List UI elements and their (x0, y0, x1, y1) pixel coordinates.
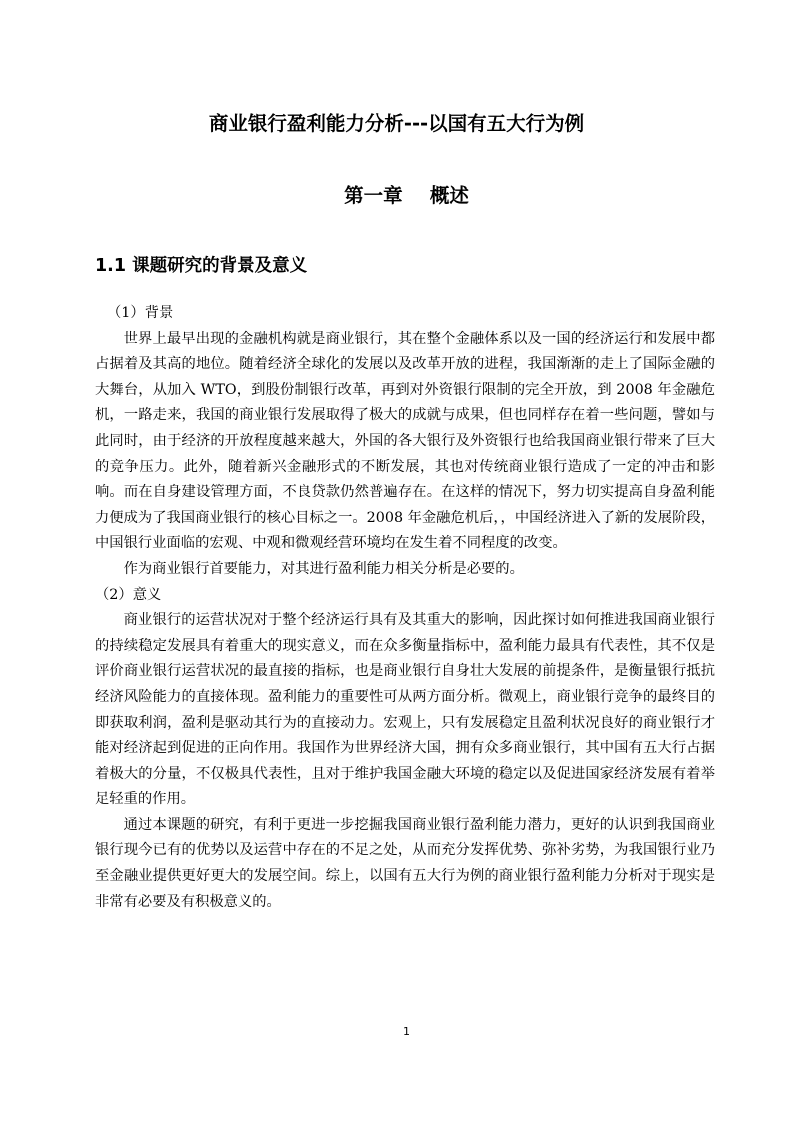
meaning-label: （2）意义 (95, 586, 162, 603)
chapter-title: 第一章 概述 (344, 184, 469, 207)
meaning-paragraph-1: 商业银行的运营状况对于整个经济运行具有及其重大的影响，因此探讨如何推进我国商业银行的持续稳定发展具有着重大的现实意义，而在众多衡量指标中，盈利能力最具有代表性，其不仅是评价商业银行运营状况的最直接的指标，也是商业银行自身壮大发展的前提条件，是衡量银行抵抗经济风险能力的直接体现。盈利能力的重要性可从两方面分析。微观上，商业银行竞争的最终目的即获取利润，盈利是驱动其行为的直接动力。宏观上，只有发展稳定且盈利状况良好的商业银行才能对经济起到促进的正向作用。我国作为世界经济大国，拥有众多商业银行，其中国有五大行占据着极大的分量，不仅极具代表性，且对于维护我国金融大环境的稳定以及促进国家经济发展有着举足轻重的作用。 (95, 612, 715, 808)
background-label: （1）背景 (107, 305, 174, 321)
page-number: 1 (403, 1025, 410, 1038)
document-title: 商业银行盈利能力分析---以国有五大行为例 (208, 112, 585, 135)
meaning-paragraph-2: 通过本课题的研究，有利于更进一步挖掘我国商业银行盈利能力潜力，更好的认识到我国商业银行现今已有的优势以及运营中存在的不足之处，从而充分发挥优势、弥补劣势，为我国银行业乃至金融业提供更好更大的发展空间。综上，以国有五大行为例的商业银行盈利能力分析对于现实是非常有必要及有积极意义的。 (95, 816, 715, 910)
background-paragraph-1: 世界上最早出现的金融机构就是商业银行，其在整个金融体系以及一国的经济运行和发展中都占据着及其高的地位。随着经济全球化的发展以及改革开放的进程，我国渐渐的走上了国际金融的大舞台，从加入 WTO，到股份制银行改革，再到对外资银行限制的完全开放，到 2008 年金融危机，一路走来，我国的商业银行发展取得了极大的成就与成果，但也同样存在着一些问题，譬如与此同时，由于经济的开放程度越来越大，外国的各大银行及外资银行也给我国商业银行带来了巨大的竞争压力。此外，随着新兴金融形式的不断发展，其也对传统商业银行造成了一定的冲击和影响。而在自身建设管理方面，不良贷款仍然普遍存在。在这样的情况下，努力切实提高自身盈利能力便成为了我国商业银行的核心目标之一。2008 年金融危机后，，中国经济进入了新的发展阶段，中国银行业面临的宏观、中观和微观经营环境均在发生着不同程度的改变。 (95, 330, 715, 552)
section-heading: 1.1 课题研究的背景及意义 (95, 256, 308, 276)
background-paragraph-2: 作为商业银行首要能力，对其进行盈利能力相关分析是必要的。 (123, 560, 524, 577)
body-text (95, 301, 715, 915)
